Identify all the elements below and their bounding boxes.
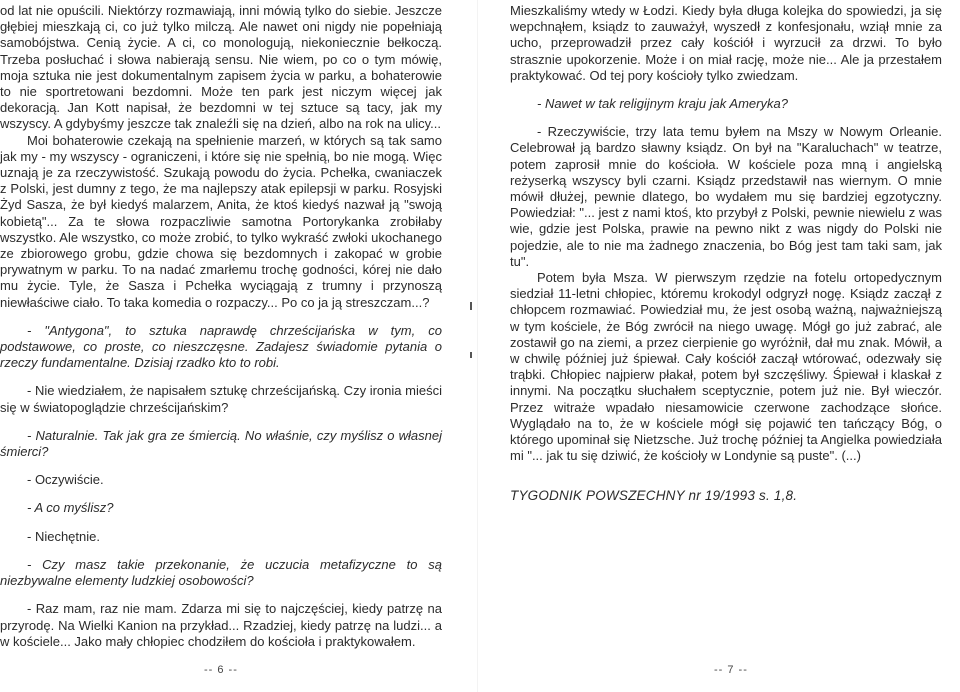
paragraph: Mieszkaliśmy wtedy w Łodzi. Kiedy była długa kolejka do spowiedzi, ja się wepchnąłem, ksiądz to zauważył, wyszedł z konfesjonału, wziął mnie za ucho, przeprowadził przez cały kościół i wyrzucił za drzwi. To było strasznie upokorzenie. Może i on miał rację, może nie... Ale ja przestałem praktykować. Od tej pory kościoły tylko zwiedzam. <box>510 3 942 83</box>
interview-answer: - Nie wiedziałem, że napisałem sztukę chrześcijańską. Czy ironia mieści się w światopoglądzie chrześcijańskim? <box>0 383 442 415</box>
interview-question: - Naturalnie. Tak jak gra ze śmiercią. No właśnie, czy myślisz o własnej śmierci? <box>0 427 442 460</box>
paragraph: Potem była Msza. W pierwszym rzędzie na fotelu ortopedycznym siedział 11-letni chłopiec, któremu krokodyl odgryzł nogę. Ksiądz zaczął z chłopcem rozmawiać. Powiedział mu, że jest osobą ważną, najważniejszą w tym kościele, że Bóg zwrócił na niego uwagę. Mógł go już zabrać, ale zostawił go na ziemi, a przez cierpienie go wyróżnił, dał mu znak. Mówił, a w chwilę później już śpiewał. Cały kościół zaczął wtórować, odezwały się trąbki. Chłopiec najpierw płakał, potem był szczęśliwy. Śpiewał i klaskał z innymi. Na początku słuchałem sceptycznie, potem już nie. Był wieczór. Przez witraże wpadało niesamowicie czerwone zachodzące słońce. Wyglądało na to, że w kościele mógł się pojawić ten tańczący Bóg, o którego upominał się Nietzsche. Już trochę później ta Angielka powiedziała mi "... jak tu się dziwić, że kościoły w Londynie są puste". (...) <box>510 270 942 464</box>
right-page <box>480 0 960 692</box>
right-text-column <box>510 3 942 505</box>
interview-answer: - Oczywiście. <box>27 472 104 488</box>
interview-question: - A co myślisz? <box>27 500 114 516</box>
interview-answer: - Rzeczywiście, trzy lata temu byłem na Mszy w Nowym Orleanie. Celebrował ją bardzo sławny ksiądz. On był na "Karaluchach" w teatrze, potem zaprosił mnie do kościoła. W kościele poza mną i angielską reżyserką wszyscy byli czarni. Ksiądz przedstawił nas wiernym. O mnie mówił dłużej, pewnie dlatego, bo wydałem mu się bardziej egzotyczny. Powiedział: "... jest z nami ktoś, kto przybył z Polski, pewnie niewielu z was wie, gdzie jest Polska, prawie na pewno nikt z was nigdy do Polski nie pojedzie, ale to nie ma żadnego znaczenia, bo Bóg jest tam taki sam, jak tu". <box>510 124 942 269</box>
source-citation: TYGODNIK POWSZECHNY nr 19/1993 s. 1,8. <box>510 488 798 504</box>
interview-question: - Nawet w tak religijnym kraju jak Ameryka? <box>537 96 788 112</box>
interview-answer: - Raz mam, raz nie mam. Zdarza mi się to najczęściej, kiedy patrzę na przyrodę. Na Wielki Kanion na przykład... Rzadziej, kiedy patrzę na ludzi... a w kościele... Jako mały chłopiec chodziłem do kościoła i praktykowałem. <box>0 601 442 649</box>
page-number: -- 7 -- <box>714 664 748 676</box>
paragraph: Moi bohaterowie czekają na spełnienie marzeń, w których są tak samo jak my - my wszyscy - ograniczeni, i które się nie spełnią, bo nie mogą. Więc uznają je za rzeczywistość. Szukają powodu do życia. Pchełka, cwaniaczek z Polski, jest dumny z tego, że ma najlepszy atak epilepsji w parku. Rosyjski Żyd Sasza, że był kiedyś malarzem, Anita, że ktoś kiedyś nazwał ją "swoją kobietą"... Za te słowa rozpaczliwie samotna Portorykanka zrobiłaby wszystko. Ale wszystko, co może zrobić, to tylko wykraść zwłoki ukochanego ze zbiorowego grobu, gdzie chowa się bezdomnych i zakopać w grobie prywatnym w parku. To na nadać zmarłemu trochę godności, kórej nie dało mu życie. Tyle, że Sasza i Pchełka wyciągają z trumny i przynoszą niewłaściwe ciało. To taka komedia o rozpaczy... Po co ja ją streszczam...? <box>0 132 442 310</box>
left-text-column <box>0 3 442 650</box>
paragraph: od lat nie opuścili. Niektórzy rozmawiają, inni mówią tylko do siebie. Jeszcze głębiej mieszkają ci, co już tylko milczą. Ale nawet oni nigdy nie popełniają samobójstwa. Cenią życie. A ci, co monologują, niekoniecznie bełkoczą. Trzeba posłuchać i słowa nabierają sensu. Nie wiem, po co o tym mówię, moja sztuka nie jest dokumentalnym zapisem życia w parku, a bohaterowie to nie sportretowani bezdomni. Może ten park jest niczym więcej jak dekoracją. Jan Kott napisał, że bezdomni w tej sztuce są tacy, jak my wszyscy. A gdybyśmy jeszcze tak znaleźli się na dzień, albo na rok na ulicy... <box>0 3 442 132</box>
interview-answer: - Niechętnie. <box>27 528 100 544</box>
interview-question: - Czy masz takie przekonanie, że uczucia metafizyczne to są niezbywalne elementy ludzkiej osobowości? <box>0 556 442 589</box>
page-number: -- 6 -- <box>204 664 238 676</box>
left-page <box>0 0 478 692</box>
interview-question: - "Antygona", to sztuka naprawdę chrześcijańska w tym, co podstawowe, co proste, co nieszczęsne. Zadajesz świadomie pytania o rzeczy fundamentalne. Dzisiaj rzadko kto to robi. <box>0 322 442 371</box>
